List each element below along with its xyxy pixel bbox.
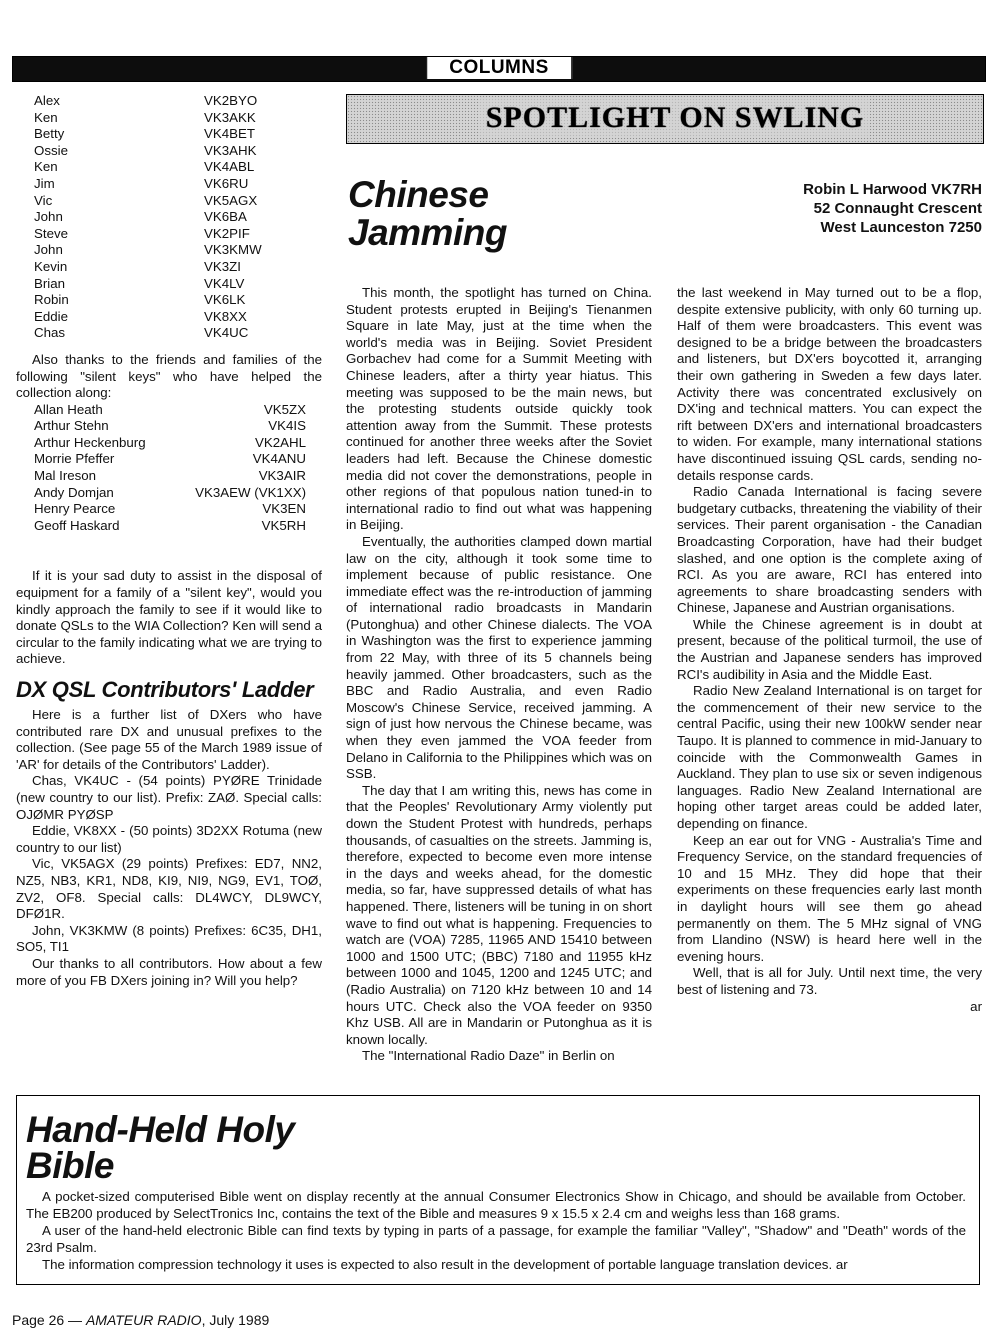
author-street: 52 Connaught Crescent — [813, 200, 982, 217]
ladder-paragraph: Chas, VK4UC - (54 points) PYØRE Trinidade (new country to our list). Prefix: ZAØ. Special calls: OJØMR PYØSP — [16, 773, 322, 822]
table-row: Robin VK6LK — [34, 292, 246, 308]
author-block — [660, 180, 982, 237]
article-column-1 — [346, 285, 652, 1065]
ladder-heading: DX QSL Contributors' Ladder — [16, 677, 314, 702]
table-row: Allan Heath VK5ZX — [34, 401, 306, 417]
table-row: John VK3KMW — [34, 242, 262, 258]
bible-text — [26, 1188, 966, 1273]
article-paragraph: Well, that is all for July. Until next time, the very best of listening and 73. — [677, 965, 982, 997]
author-name: Robin L Harwood VK7RH — [803, 181, 982, 198]
silent-keys-table — [16, 402, 322, 535]
silent-keys-intro: Also thanks to the friends and families of the following "silent keys" who have helped the collection along: — [16, 351, 322, 401]
page-footer — [12, 1312, 269, 1328]
ladder-paragraph: Here is a further list of DXers who have contributed rare DX and unusual prefixes to the collection. (See page 55 of the March 1989 issue of 'AR' for details of the Contributors' Ladder). — [16, 707, 322, 772]
footer-date: , July 1989 — [201, 1312, 270, 1328]
section-label: COLUMNS — [426, 57, 572, 79]
footer-magazine: AMATEUR RADIO — [85, 1312, 202, 1328]
table-row: Henry Pearce VK3EN — [34, 501, 306, 517]
table-row: Ken VK3AKK — [34, 109, 256, 125]
article-paragraph: Keep an ear out for VNG - Australia's Time and Frequency Service, on the standard frequencies of 10 and 15 MHz. They did hope that their experiments on these frequencies early last month in daylight hours will see them go ahead permanently on them. The 5 MHz signal of VNG from Llandino (NSW) is heard here well in the evening hours. — [677, 832, 982, 964]
table-row: John VK6BA — [34, 209, 247, 225]
table-row: Ken VK4ABL — [34, 159, 255, 175]
spotlight-banner-title: SPOTLIGHT ON SWLING — [480, 98, 870, 138]
footer-page: Page 26 — — [12, 1312, 86, 1328]
table-row: Alex VK2BYO — [34, 93, 258, 108]
article-paragraph: Radio Canada International is facing severe budgetary cutbacks, threatening the viability of their services. Their parent organisation - the Canadian Broadcasting Corporation, have had their budget slashed, and one option is the complete axing of RCI. As you are aware, RCI has entered into agreements to share broadcasting senders with Chinese, Japanese and Austrian organisations. — [677, 484, 982, 616]
ladder-paragraph: Our thanks to all contributors. How about a few more of you FB DXers joining in? Will you help? — [16, 955, 322, 988]
article-column-2 — [677, 285, 982, 1015]
table-row: Ossie VK3AHK — [34, 142, 257, 158]
article-paragraph: The day that I am writing this, news has come in that the Peoples' Revolutionary Army violently put down the Student Protest with hundreds, perhaps thousands, of casualties on the streets. Jamming is, therefore, expected to become even more intense in the days and weeks ahead, for the domestic media, so far, have suppressed details of what has happened. There, listeners will be tuning in on short wave to find out what is happening. Frequencies to watch are (VOA) 7285, 11965 AND 15410 between 1000 and 1500 UTC; (BBC) 7180 and 11955 kHz between 1000 and 1045, 1200 and 1245 UTC; and (Radio Australia) on 7120 kHz between 10 and 14 hours UTC. Check also the VOA feeder on 9350 Khz USB. All are in Mandarin or Putonghua as it is known locally. — [346, 782, 652, 1047]
table-row: Steve VK2PIF — [34, 225, 250, 241]
table-row: Chas VK4UC — [34, 325, 249, 341]
disposal-paragraph: If it is your sad duty to assist in the disposal of equipment for a family of a "silent key", would you kindly approach the family to see if it would like to donate QSLs to the WIA Collection? Ken will send a circular to the family indicating what we are trying to achieve. — [16, 568, 322, 667]
article-paragraph: Radio New Zealand International is on target for the commencement of their new service to the central Pacific, using their new 100kW sender near Taupo. It is planned to commence in mid-January to coincide with the Commonwealth Games in Auckland. They plan to use six or seven indigenous languages. Radio New Zealand International are hoping other target areas could be added later, depending on finance. — [677, 683, 982, 831]
table-row: Andy Domjan VK3AEW (VK1XX) — [34, 484, 306, 500]
table-row: Betty VK4BET — [34, 126, 255, 142]
table-row: Vic VK5AGX — [34, 192, 258, 208]
thanks-table — [16, 93, 322, 342]
bible-title: Hand-Held Holy Bible — [26, 1109, 295, 1186]
bible-paragraph: A user of the hand-held electronic Bible can find texts by typing in parts of a passage, for example the familiar "Valley", "Shadow" and "Death" words of the 23rd Psalm. — [26, 1223, 966, 1255]
table-row: Morrie Pfeffer VK4ANU — [34, 451, 306, 467]
table-row: Jim VK6RU — [34, 175, 249, 191]
table-row: Brian VK4LV — [34, 275, 245, 291]
table-row: Arthur Heckenburg VK2AHL — [34, 434, 306, 450]
ladder-paragraph: Vic, VK5AGX (29 points) Prefixes: ED7, NN2, NZ5, NB3, KR1, ND8, KI9, NI9, NG9, EV1, TOØ, ZV2, OF8. Special calls: DL4WCY, DL9WCY, DFØ1R. — [16, 856, 322, 922]
ladder-paragraph: John, VK3KMW (8 points) Prefixes: 6C35, DH1, SO5, TI1 — [16, 922, 322, 955]
table-row: Eddie VK8XX — [34, 308, 247, 324]
article-paragraph: Eventually, the authorities clamped down martial law on the city, although it took some time to implement because of public resistance. One immediate effect was the re-introduction of jamming of international radio broadcasts in Mandarin (Putonghua) and other Chinese dialects. The VOA in Washington was the first to experience jamming from 22 May, with three of its 5 channels being heavily jammed. Other broadcasters, such as the BBC and Radio Australia, and even Radio Moscow's Chinese Service, received jamming. A sign of just how nervous the Chinese became, was when they even jammed the VOA feeder from Delano in California to the Philippines which was on SSB. — [346, 533, 652, 782]
article-paragraph: The "International Radio Daze" in Berlin on — [362, 1048, 615, 1064]
section-banner — [12, 56, 986, 82]
table-row: Geoff Haskard VK5RH — [34, 517, 306, 533]
left-column — [16, 93, 322, 989]
sign-off: ar — [970, 998, 982, 1014]
table-row: Mal Ireson VK3AIR — [34, 468, 306, 484]
table-row: Kevin VK3ZI — [34, 258, 241, 274]
table-row: Arthur Stehn VK4IS — [34, 418, 306, 434]
ladder-paragraph: Eddie, VK8XX - (50 points) 3D2XX Rotuma (new country to our list) — [16, 823, 322, 855]
article-paragraph: This month, the spotlight has turned on China. Student protests erupted in Beijing's Tienanmen Square in late May, just at the time when the world's media was in Beijing. Soviet President Gorbachev had come for a Summit Meeting with Chinese leaders, after a thirty year hiatus. This meeting was supposed to be the main news, but the protesting students outside quickly took attention away from the Summit. These protests continued for another three weeks after the Soviet leaders had left. Because the Chinese domestic media did not cover the demonstrations, people in other regions of that populous nation tuned-in to international radio to find out what was happening in Beijing. — [346, 285, 652, 533]
article-paragraph: While the Chinese agreement is in doubt at present, because of the political turmoil, the use of the Austrian and Japanese senders has improved RCI's audibility in Asia and the Middle East. — [677, 616, 982, 682]
author-city: West Launceston 7250 — [820, 219, 982, 236]
bible-paragraph: The information compression technology it uses is expected to also result in the development of portable language translation devices. ar — [42, 1257, 848, 1272]
article-title: Chinese Jamming — [348, 174, 507, 253]
article-paragraph: the last weekend in May turned out to be a flop, despite extensive publicity, with only 60 turning up. Half of them were broadcasters. This event was designed to be a bridge between the broadcasters and listeners, but DX'ers boycotted it, arranging their own gathering in Sweden a few days later. Activity there was concentrated exclusively on DX'ing and technical matters. You can expect the rift between DX'ers and international broadcasters to widen. For example, many international stations have discontinued issuing QSL cards, sending no-details response cards. — [677, 285, 982, 483]
bible-paragraph: A pocket-sized computerised Bible went on display recently at the annual Consumer Electronics Show in Chicago, and should be available from October. The EB200 produced by SelectTronics Inc, contains the text of the Bible and measures 9 x 15.5 x 2.4 cm and weighs less than 168 grams. — [26, 1189, 966, 1221]
